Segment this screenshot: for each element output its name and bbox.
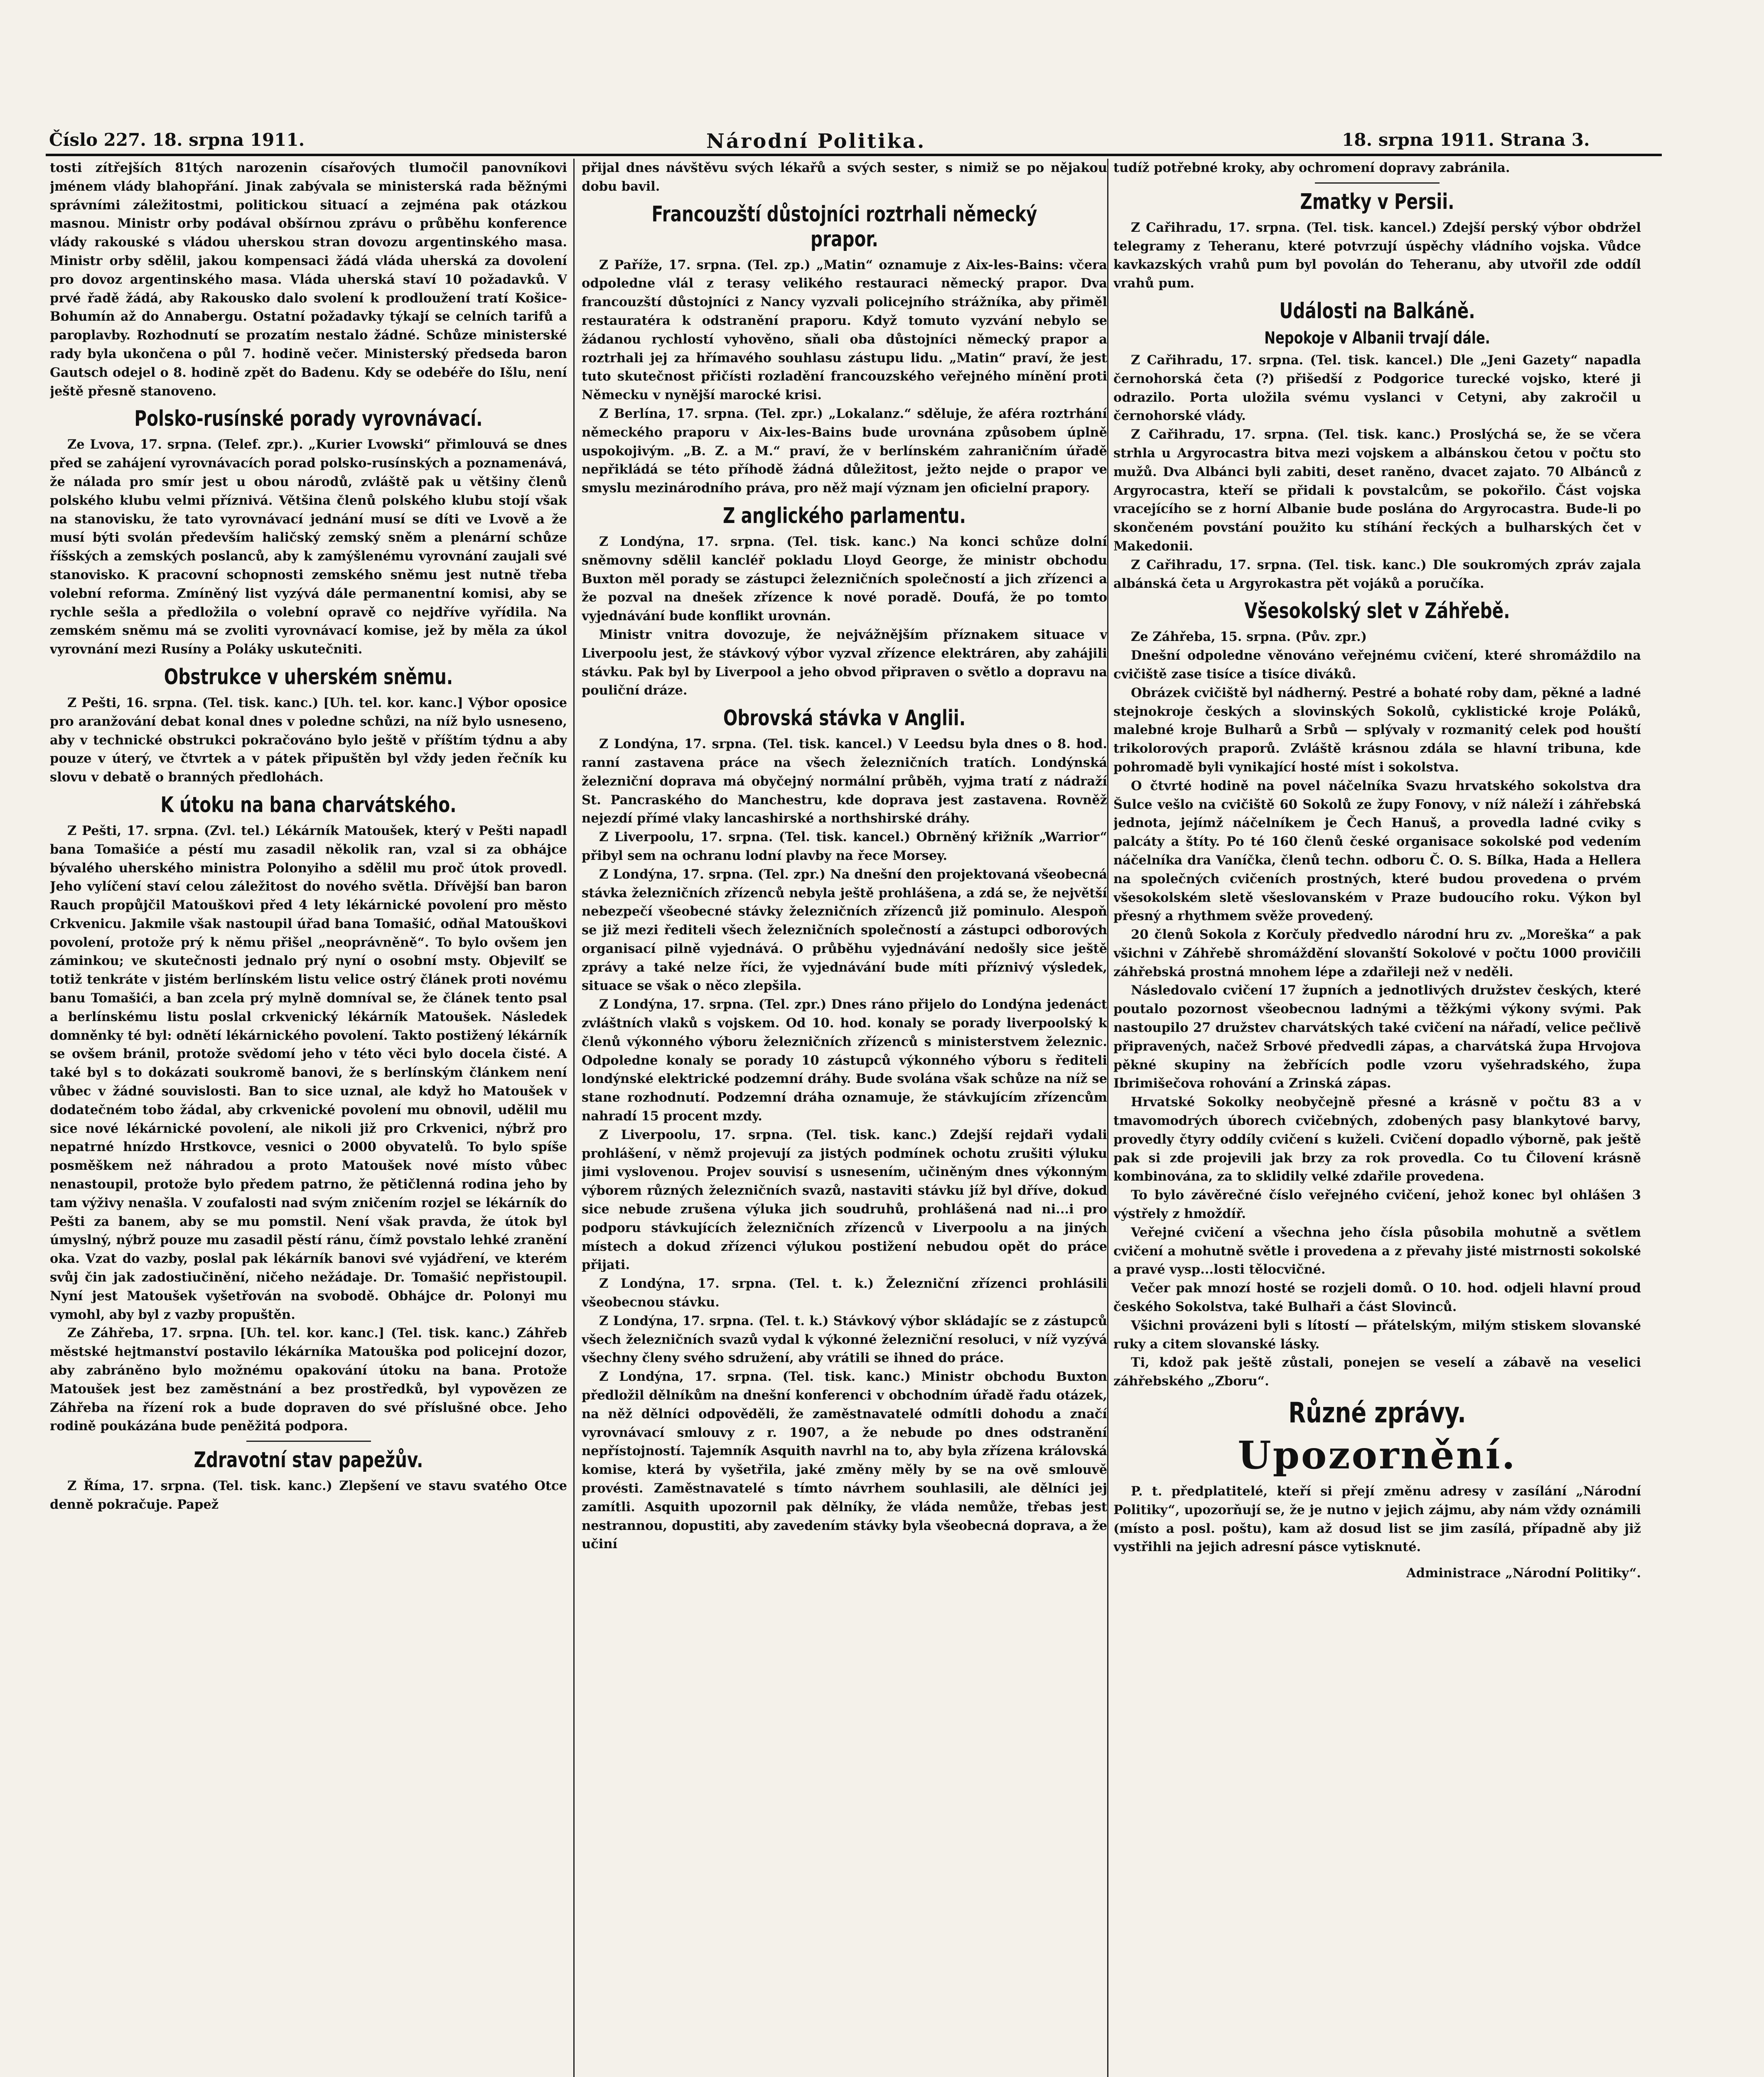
article-text: Ze Záhřeba, 17. srpna. [Uh. tel. kor. kanc.] (Tel. tisk. kanc.) Záhřeb městské hejtmanství postavilo lékárníka Matouška pod policejní dozor, aby zabráněno bylo možnému opakování útoku na bana. Protože Matoušek jest bez zaměstnání a bez prostředků, byl vypovězen ze Záhřeba na řízení rok a bude dopraven do své příslušné obce. Jeho rodině poukázána bude peněžitá podpora. [50, 1326, 567, 1434]
notice-headline: Upozornění. [1238, 1433, 1517, 1478]
section-headline: Různé zprávy. [1288, 1397, 1466, 1430]
article-text: Z Londýna, 17. srpna. (Tel. zpr.) Na dnešní den projektovaná všeobecná stávka železničních zřízenců nebyla ještě prohlášena, a zdá se, že největší nebezpečí všeobecné stávky železničních zřízenců již pominulo. Alespoň se již mezi řediteli všech železničních společností a zástupci odborových organisací pilně vyjednává. O průběhu vyjednávání nedošly sice ještě zprávy a také nelze říci, že vyjednávání bude míti příznivý výsledek, situace se však o něco zlepšila. [582, 867, 1107, 994]
column-1 [50, 159, 567, 2077]
article-text: Z Cařihradu, 17. srpna. (Tel. tisk. kancel.) Dle „Jeni Gazety“ napadla černohorská četa (?) přišedší z Podgorice turecké vojsko, které ji odrazilo. Porta uložila svému vyslanci v Cetyni, aby zakročil u černohorské vlády. [1113, 352, 1641, 424]
article-text: Z Pešti, 16. srpna. (Tel. tisk. kanc.) [Uh. tel. kor. kanc.] Výbor oposice pro aranžování debat konal dnes v poledne schůzi, na níž bylo usneseno, aby v technické obstrukci pokračováno bylo ještě v příštím týdnu a aby pouze v úterý, ve čtvrtek a v pátek připuštěn byl vždy jeden řečník ku slovu v debatě o branných předlohách. [50, 695, 567, 785]
article-text: Z Liverpoolu, 17. srpna. (Tel. tisk. kancel.) Obrněný křižník „Warrior“ přibyl sem na ochranu lodní plavby na řece Morsey. [582, 830, 1107, 863]
article-text: Z Paříže, 17. srpna. (Tel. zp.) „Matin“ oznamuje z Aix-les-Bains: včera odpoledne vlál z terasy velikého restauraci německý prapor. Dva francouzští důstojníci z Nancy vyzvali policejního strážníka, aby přiměl restauratéra k odstranění praporu. Když tomuto vyzvání nebylo se žádanou rychlostí vyhověno, sňali oba důstojníci německý prapor a roztrhali jej za hřímavého souhlasu zástupu lidu. „Matin“ praví, že jest tuto skutečnost přičísti rozladění francouzského veřejného mínění proti Německu v nynější marocké krisi. [582, 257, 1107, 403]
column-3 [1113, 159, 1641, 2077]
article-headline: Události na Balkáně. [1279, 298, 1475, 324]
article-text: tudíž potřebné kroky, aby ochromení dopravy zabránila. [1113, 160, 1510, 175]
article-text: Ze Lvova, 17. srpna. (Telef. zpr.). „Kurier Lvowski“ přimlouvá se dnes před se zahájení vyrovnávacích porad polsko-rusínských a poznamenává, že nálada pro smír jest u obou národů, zvláště pak u většiny členů polského klubu velmi příznivá. Většina členů polského klubu stojí však na stanovisku, že tato vyrovnávací jednání musí se díti ve Lvově a že musí býti svolán především haličský zemský sněm a plenární schůze říšských a zemských poslanců, aby k zamýšlenému vyrovnání zaujali své stanovisko. K pracovní schopnosti zemského sněmu jest nutně třeba volební reforma. Zmíněný list vyzývá dále permanentní komisi, aby se rychle sešla a předložila o volební opravě co nejdříve vyřídila. Na zemském sněmu má se zvoliti vyrovnávací komise, jež by měla za úkol vyrovnání mezi Rusíny a Poláky uskutečniti. [50, 437, 567, 657]
column-rule [1107, 159, 1108, 2077]
article-text: Dnešní odpoledne věnováno veřejnému cvičení, které shromáždilo na cvičiště zase tisíce a tisíce diváků. [1113, 648, 1641, 682]
article-headline: Zdravotní stav papežův. [194, 1448, 423, 1473]
article-text: Z Londýna, 17. srpna. (Tel. t. k.) Stávkový výbor skládajíc se z zástupců všech železničních svazů vydal k výkonné železniční resoluci, v níž vyzývá všechny členy svého sdružení, aby vrátili se ihned do práce. [582, 1313, 1107, 1366]
article-text: Z Říma, 17. srpna. (Tel. tisk. kanc.) Zlepšení ve stavu svatého Otce denně pokračuje. Papež [50, 1478, 567, 1512]
article-text: Hrvatské Sokolky neobyčejně přesné a krásně v počtu 83 a v tmavomodrých úborech cvičebných, zdobených pasy blankytové barvy, provedly čtyry oddíly cvičení s kuželi. Cvičení dopadlo výborně, pak ještě pak si zde projevili jak brzy za rok provedla. Co tu Čilovení krásně kombinována, za to sklidily velké zdařile provedena. [1113, 1095, 1641, 1184]
article-text: Veřejné cvičení a všechna jeho čísla působila mohutně a světlem cvičení a mohutně světle i provedena a z převahy jisté mistrnosti sokolské a pravé vysp...losti tělocvičné. [1113, 1225, 1641, 1277]
article-headline: Z anglického parlamentu. [723, 503, 966, 528]
article-text: O čtvrté hodině na povel náčelníka Svazu hrvatského sokolstva dra Šulce vešlo na cvičiště 60 Sokolů ze župy Fonovy, v níž náleží i záhřebská jednota, jejímž náčelníkem je Čech Hanuš, a provedla ladné cviky s palcáty a štíty. Po té 160 členů české organisace sokolské pod vedením náčelníka dra Vaníčka, členů techn. odboru Č. O. S. Bílka, Hada a Hellera na společných cvičeních prostných, které budou provedena o prvém všesokolském sletě všeslovanském v Praze budoucího roku. Výkon byl přesný a rhythmem svěže provedený. [1113, 778, 1641, 924]
issue-number: Číslo 227. 18. srpna 1911. [49, 130, 305, 150]
column-rule [573, 159, 575, 2077]
notice-signature: Administrace „Národní Politiky“. [1406, 1566, 1641, 1581]
article-subheadline: Nepokoje v Albanii trvají dále. [1264, 328, 1490, 348]
article-text: Z Londýna, 17. srpna. (Tel. t. k.) Železniční zřízenci prohlásili všeobecnou stávku. [582, 1276, 1107, 1310]
article-headline: Obstrukce v uherském sněmu. [164, 664, 453, 690]
article-text: Večer pak mnozí hosté se rozjeli domů. O 10. hod. odjeli hlavní proud českého Sokolstva, také Bulhaři a část Slovinců. [1113, 1281, 1641, 1315]
article-text: tosti zítřejších 81tých narozenin císařových tlumočil panovníkovi jménem vlády blahopřání. Jinak zabývala se ministerská rada běžnými správními záležitostmi, politickou situací a zejména pak otázkou masnou. Ministr orby podával obšírnou zprávu o průběhu konference vlády rakouské s vládou uherskou stran dovozu argentinského masa. Ministr orby sdělil, jakou kompensaci žádá vláda uherská za dovolení pro dovoz argentinského masa. Vláda uherská staví 10 požadavků. V prvé řadě žádá, aby Rakousko dalo svolení k prodloužení tratí Košice-Bohumín až do Annabergu. Ostatní požadavky týkají se celních tarifů a paroplavby. Rozhodnutí se prozatím nestalo žádné. Schůze ministerské rady byla ukončena o půl 7. hodině večer. Ministerský předseda baron Gautsch odejel o 8. hodině zpět do Badenu. Kdy se odebéře do Išlu, není ještě přesně stanoveno. [50, 160, 567, 399]
article-text: Z Liverpoolu, 17. srpna. (Tel. tisk. kanc.) Zdejší rejdaři vydali prohlášení, v němž projevují za jistých podmínek ochotu zrušiti výluku jimi vyslovenou. Projev souvisí s usnesením, učiněným dnes výkonným výborem různých železničních svazů, nastaviti stávku jíž byl dříve, dokud sice nebude zrušena výluka jich soudruhů, prohlášená nad ni...i pro podporu stávkujících železničních zřízenců v Liverpoolu a na jiných místech a dokud zřízenci výlukou postižení nebudou opět do práce přijati. [582, 1127, 1107, 1273]
date-page-number: 18. srpna 1911. Strana 3. [1342, 130, 1590, 150]
article-headline: Všesokolský slet v Záhřebě. [1244, 599, 1510, 624]
article-text: Z Cařihradu, 17. srpna. (Tel. tisk. kanc.) Dle soukromých zpráv zajala albánská četa u Argyrokastra pět vojáků a poručíka. [1113, 557, 1641, 591]
article-text: 20 členů Sokola z Korčuly předvedlo národní hru zv. „Moreška“ a pak všichni v Záhřebě shromáždění slovanští Sokolové v počtu 1000 provičili záhřebská prostná mnohem lépe a zdařileji než v neděli. [1113, 927, 1641, 980]
article-text: Ti, kdož pak ještě zůstali, ponejen se veselí a zábavě na veselici záhřebského „Zboru“. [1113, 1355, 1641, 1389]
article-headline: Francouzští důstojníci roztrhali německý prapor. [651, 201, 1037, 252]
separator [246, 1441, 371, 1442]
article-text: Ze Záhřeba, 15. srpna. (Pův. zpr.) [1131, 629, 1367, 645]
article-text: Ministr vnitra dovozuje, že nejvážnějším příznakem situace v Liverpoolu jest, že stávkový výbor vyzval zřízence elektráren, aby zahájili stávku. Pak byl by Liverpool a jeho obvod připraven o světlo a dopravu na pouliční dráze. [582, 627, 1107, 698]
article-text: přijal dnes návštěvu svých lékařů a svých sester, s nimiž se po nějakou dobu bavil. [582, 160, 1107, 194]
masthead-title: Národní Politika. [706, 130, 926, 153]
article-text: To bylo závěrečné číslo veřejného cvičení, jehož konec byl ohlášen 3 výstřely z hmoždíř. [1113, 1188, 1641, 1222]
article-text: Z Londýna, 17. srpna. (Tel. tisk. kancel.) V Leedsu byla dnes o 8. hod. ranní zastavena práce na všech železničních tratích. Londýnská železniční doprava má obyčejný normální průběh, vyjma tratí z nádraží St. Pancraského do Manchestru, kde doprava jest zastavena. Rovněž nejezdí přímé vlaky lancashirské a northshirské dráhy. [582, 737, 1107, 826]
page-header [0, 0, 1764, 166]
notice-text: P. t. předplatitelé, kteří si přejí změnu adresy v zasílání „Národní Politiky“, upozorňují se, že je nutno v jejich zájmu, aby nám vždy oznámili (místo a posl. poštu), kam až dosud list se jim zasílá, případně aby již vystřihli na jejich adresní pásce vytisknuté. [1113, 1484, 1641, 1555]
article-text: Z Londýna, 17. srpna. (Tel. tisk. kanc.) Ministr obchodu Buxton předložil dělníkům na dnešní konferenci v obchodním úřadě řadu otázek, na něž dělníci odpověděli, že zaměstnavatelé odmítli dohodu a značí vyrovnávací smlouvy z r. 1907, a že nebude po dnes odstranění nepřístojností. Tajemník Asquith navrhl na to, aby byla zřízena královská komise, která by vyšetřila, jaké změny měly by se na ově smlouvě provésti. Zaměstnavatelé s tímto návrhem souhlasili, ale dělníci jej zamítli. Asquith upozornil pak dělníky, že vláda nemůže, třebas jest nestrannou, dopustiti, aby zavedením stávky byla všeobecná doprava, a že učiní [582, 1369, 1107, 1552]
article-text: Obrázek cvičiště byl nádherný. Pestré a bohaté roby dam, pěkné a ladné stejnokroje českých a slovinských Sokolů, cyklistické kroje Poláků, malebné kroje Bulharů a Srbů — splývaly v rozmanitý celek pod houští trikolorových praporů. Zvláště krásnou zdála se hlavní tribuna, kde pohromadě byli vynikající hosté míst i sokolstva. [1113, 685, 1641, 775]
article-headline: Polsko-rusínské porady vyrovnávací. [134, 406, 483, 432]
article-text: Z Londýna, 17. srpna. (Tel. zpr.) Dnes ráno přijelo do Londýna jedenáct zvláštních vlaků s vojskem. Od 10. hod. konaly se porady liverpoolský k členů výkonného výboru železničních zřízenců s ministerstvem železnic. Odpoledne konaly se porady 10 zástupců výkonného výboru s řediteli londýnské elektrické podzemní dráhy. Bude svolána však schůze na níž se stane rozhodnutí. Podzemní dráha oznamuje, že stávkujícím zřízencům nahradí 15 procent mzdy. [582, 997, 1107, 1124]
article-text: Z Cařihradu, 17. srpna. (Tel. tisk. kanc.) Proslýchá se, že se včera strhla u Argyrocastra bitva mezi vojskem a albánskou četou v počtu sto mužů. Dva Albánci byli zabiti, deset raněno, dvacet zajato. 70 Albánců z Argyrocastra, kteří se přidali k povstalcům, se pokořilo. Část vojska vracejícího se z horní Albanie bude poslána do Argyrocastra. Bude-li po skončeném povstání použito ku stíhání řeckých a bulharských čet v Makedonii. [1113, 427, 1641, 554]
article-text: Následovalo cvičení 17 župních a jednotlivých družstev českých, které poutalo pozornost všeobecnou ladnými a těžkými výkony svými. Pak nastoupilo 27 družstev charvátských také cvičení na nářadí, velice pečlivě připravených, načež Srbové předvedli zápas, a charvátská župa Hrvojova pěkné skupiny na žebřících podle vzoru vyšehradského, župa Ibrimišečova rohování a Zrinská zápas. [1113, 983, 1641, 1091]
article-text: Z Berlína, 17. srpna. (Tel. zpr.) „Lokalanz.“ sděluje, že aféra roztrhání německého praporu v Aix-les-Bains bude urovnána způsobem úplně uspokojivým. „B. Z. a M.“ praví, že v berlínském zahraničním úřadě nepřikládá se této příhodě žádná důležitost, ježto nejde o prapor ve smyslu mezinárodního práva, pro něž mají význam jen oficielní prapory. [582, 406, 1107, 496]
separator [1315, 182, 1440, 184]
column-2 [582, 159, 1107, 2077]
article-text: Z Pešti, 17. srpna. (Zvl. tel.) Lékárník Matoušek, který v Pešti napadl bana Tomašiće a péstí mu zasadil několik ran, vzal si za obhájce bývalého uherského ministra Polonyiho a sdělil mu proč útok provedl. Jeho vylíčení staví celou záležitost do nového světla. Dřívější ban baron Rauch propůjčil Matouškovi před 4 lety lékárnické povolení pro město Crkvenicu. Jakmile však nastoupil úřad bana Tomašić, odňal Matouškovi povolení, protože prý k němu přišel „neoprávněně“. To bylo ovšem jen záminkou; ve skutečnosti jednalo prý nyní o osobní msty. Objevilť se totiž tenkráte v jistém berlínském listu velice ostrý článek proti novému banu Tomašići, a ban zcela prý mylně domníval se, že článek tento psal a berlínskému listu poslal crkvenický lékárník Matoušek. Následek domněnky té byl: odnětí lékárnického povolení. Takto postižený lékárník se ovšem bránil, protože svědomí jeho v této věci bylo docela čisté. A také byl s to dokázati soukromě banovi, že s berlínským článkem není vůbec v žádné souvislosti. Ban to sice uznal, ale když ho Matoušek v dodatečném tobo žádal, aby crkvenické povolení mu obnovil, udělil mu sice nové lékárnické povolení, ale nikoli již pro Crkvenici, nýbrž pro nepatrné hnízdo Hrstkovce, vesnici o 2000 obyvatelů. To bylo spíše posměškem než náhradou a proto Matoušek nové místo vůbec nenastoupil, protože bylo předem patrno, že pětičlenná rodina jeho by tam výživy nenašla. V zoufalosti nad svým zničením rozjel se lékárník do Pešti za banem, aby se mu pomstil. Není však pravda, že útok byl úmyslný, nýbrž pouze mu zasadil pěstí ránu, čímž povstalo lehké zranění oka. Vzat do vazby, poslal pak lékárník banovi své vyjádření, ve kterém svůj čin jak zadostiučinění, ničeho nežádaje. Dr. Tomašić nepřistoupil. Nyní jest Matoušek vyšetřován na svobodě. Obhájce dr. Polonyi mu vymohl, aby byl z vazby propuštěn. [50, 823, 567, 1322]
article-text: Z Londýna, 17. srpna. (Tel. tisk. kanc.) Na konci schůze dolní sněmovny sdělil kancléř pokladu Lloyd George, že ministr obchodu Buxton měl porady se zástupci železničních společností a jich zřízenci a že pozval na dnešek zřízence k nové poradě. Doufá, že po tomto vyjednávání bude konflikt urovnán. [582, 534, 1107, 624]
article-headline: K útoku na bana charvátského. [160, 792, 457, 818]
article-headline: Zmatky v Persii. [1300, 189, 1454, 214]
article-text: Z Cařihradu, 17. srpna. (Tel. tisk. kancel.) Zdejší perský výbor obdržel telegramy z Teheranu, které potvrzují úspěchy vládního vojska. Vůdce kavkazských vrahů pum byl povolán do Teheranu, aby utvořil zde oddíl vrahů pum. [1113, 220, 1641, 291]
article-headline: Obrovská stávka v Anglii. [723, 706, 966, 731]
header-rule [46, 154, 1662, 156]
article-text: Všichni provázeni byli s lítostí — přátelským, milým stiskem slovanské ruky a citem slovanské lásky. [1113, 1318, 1641, 1352]
